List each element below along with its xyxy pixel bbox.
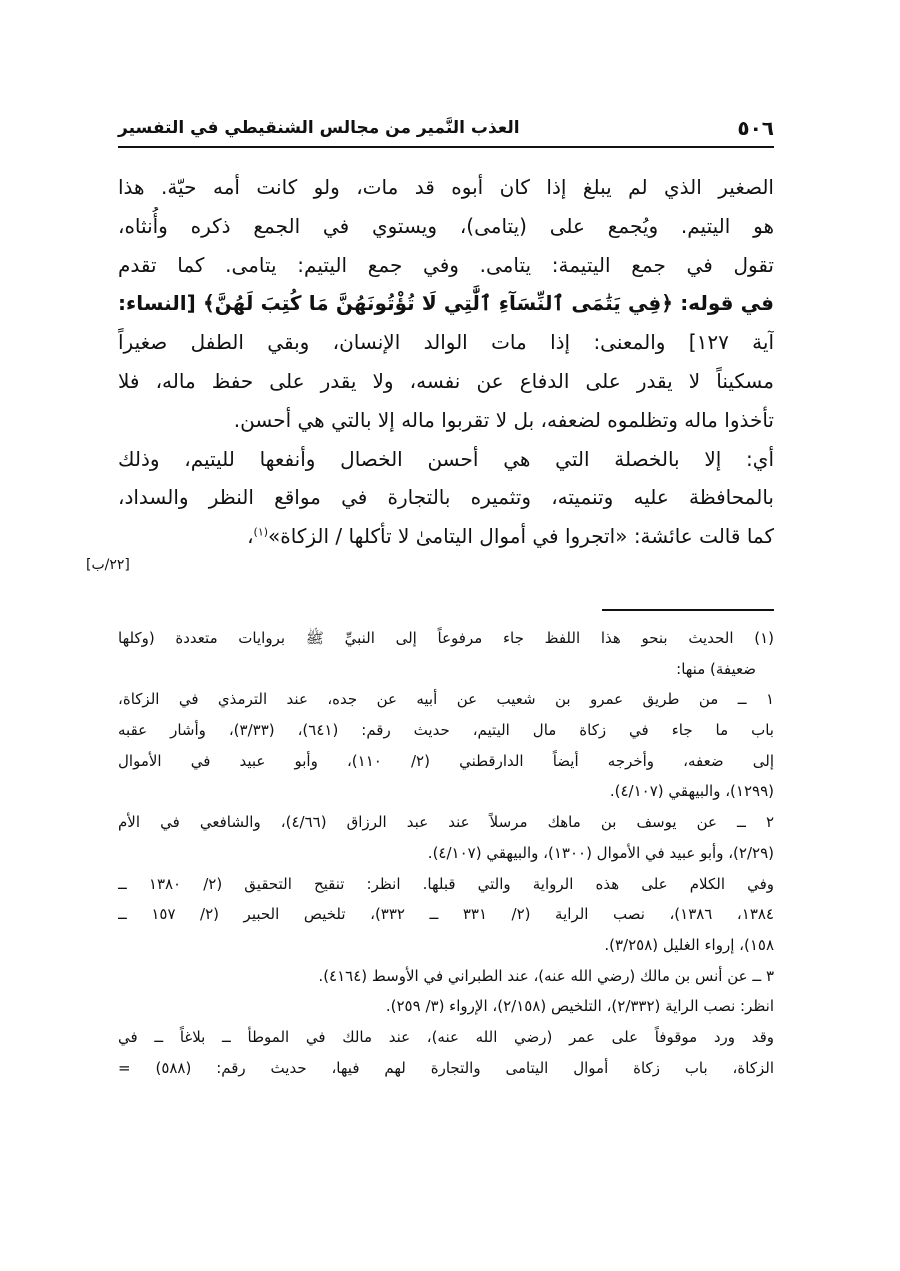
- footnotes: [118, 623, 774, 1083]
- footnote-line: باب ما جاء في زكاة مال اليتيم، حديث رقم: (٦٤١)، (٣/٣٣)، وأشار عقبه: [118, 721, 774, 740]
- footnote-line: ٢ ــ عن يوسف بن ماهك مرسلاً عند عبد الرزاق (٤/٦٦)، والشافعي في الأم: [118, 813, 774, 832]
- body-line: هو اليتيم. ويُجمع على (يتامى)، ويستوي في الجمع ذكره وأُنثاه،: [118, 213, 774, 238]
- footnote-line: (٢/٢٩)، وأبو عبيد في الأموال (١٣٠٠)، والبيهقي (٤/١٠٧).: [427, 843, 774, 862]
- body-line: آية ١٢٧] والمعنى: إذا مات الوالد الإنسان، وبقي الطفل صغيراً: [118, 330, 774, 355]
- main-text: [118, 168, 774, 556]
- trailing-comma: ،: [247, 524, 254, 549]
- footnote-line: ٣ ــ عن أنس بن مالك (رضي الله عنه)، عند الطبراني في الأوسط (٤١٦٤).: [318, 966, 774, 985]
- running-title: العذب النَّمير من مجالس الشنقيطي في التفسير: [118, 118, 520, 138]
- footnote-line: ضعيفة) منها:: [676, 659, 756, 678]
- header-rule: [118, 146, 774, 148]
- footnote-line: ١٣٨٤، ١٣٨٦)، نصب الراية (٢/ ٣٣١ ــ ٣٣٢)، تلخيص الحبير (٢/ ١٥٧ ــ: [118, 905, 774, 924]
- body-line: بالمحافظة عليه وتنميته، وتثميره بالتجارة في مواقع النظر والسداد،: [118, 485, 774, 510]
- footnote-line: ١٥٨)، إرواء الغليل (٣/٢٥٨).: [604, 935, 774, 954]
- footnote-line: إلى ضعفه، وأخرجه أيضاً الدارقطني (٢/ ١١٠)، وأبو عبيد في الأموال: [118, 751, 774, 770]
- body-line: مسكيناً لا يقدر على الدفاع عن نفسه، ولا يقدر على حفظ ماله، فلا: [118, 368, 774, 393]
- footnote-line: (١٢٩٩)، والبيهقي (٤/١٠٧).: [609, 782, 774, 801]
- body-line-hadith: [118, 517, 774, 556]
- footnote-line: وفي الكلام على هذه الرواية والتي قبلها. انظر: تنقيح التحقيق (٢/ ١٣٨٠ ــ: [118, 874, 774, 893]
- body-line-quran-verse: في قوله: ﴿فِي يَتَٰمَى ٱلنِّسَآءِ ٱلَّٰتِي لَا تُؤْتُونَهُنَّ مَا كُتِبَ لَهُنَّ﴾ [النساء:: [118, 291, 774, 316]
- footnote-line: وقد ورد موقوفاً على عمر (رضي الله عنه)، عند مالك في الموطأ ــ بلاغاً ــ في: [118, 1027, 774, 1046]
- footnote-line: (١) الحديث بنحو هذا اللفظ جاء مرفوعاً إلى النبيِّ ﷺ بروايات متعددة (وكلها: [118, 629, 774, 647]
- footnote-line: ١ ــ من طريق عمرو بن شعيب عن أبيه عن جده، عند الترمذي في الزكاة،: [118, 690, 774, 709]
- page-number: ٥٠٦: [737, 116, 774, 140]
- footnote-line: الزكاة، باب زكاة أموال اليتامى والتجارة لهم فيها، حديث رقم: (٥٨٨) =: [118, 1058, 774, 1077]
- footnote-rule: [602, 609, 774, 611]
- hadith-quote: كما قالت عائشة: «اتجروا في أموال اليتامىٰ لا تأكلها / الزكاة»: [268, 524, 774, 549]
- body-line: الصغير الذي لم يبلغ إذا كان أبوه قد مات، ولو كانت أمه حيّة. هذا: [118, 175, 774, 199]
- body-line: تأخذوا ماله وتظلموه لضعفه، بل لا تقربوا ماله إلا بالتي هي أحسن.: [233, 407, 774, 432]
- manuscript-folio-note: [٢٢/ب]: [86, 557, 130, 573]
- body-line: تقول في جمع اليتيمة: يتامى. وفي جمع اليتيم: يتامى. كما تقدم: [118, 252, 774, 277]
- footnote-line: انظر: نصب الراية (٢/٣٣٢)، التلخيص (٢/١٥٨)، الإرواء (٣/ ٢٥٩).: [385, 997, 774, 1016]
- footnote-marker[interactable]: (١): [253, 525, 269, 539]
- page-header: [118, 112, 774, 144]
- body-line: أي: إلا بالخصلة التي هي أحسن الخصال وأنفعها لليتيم، وذلك: [118, 446, 774, 471]
